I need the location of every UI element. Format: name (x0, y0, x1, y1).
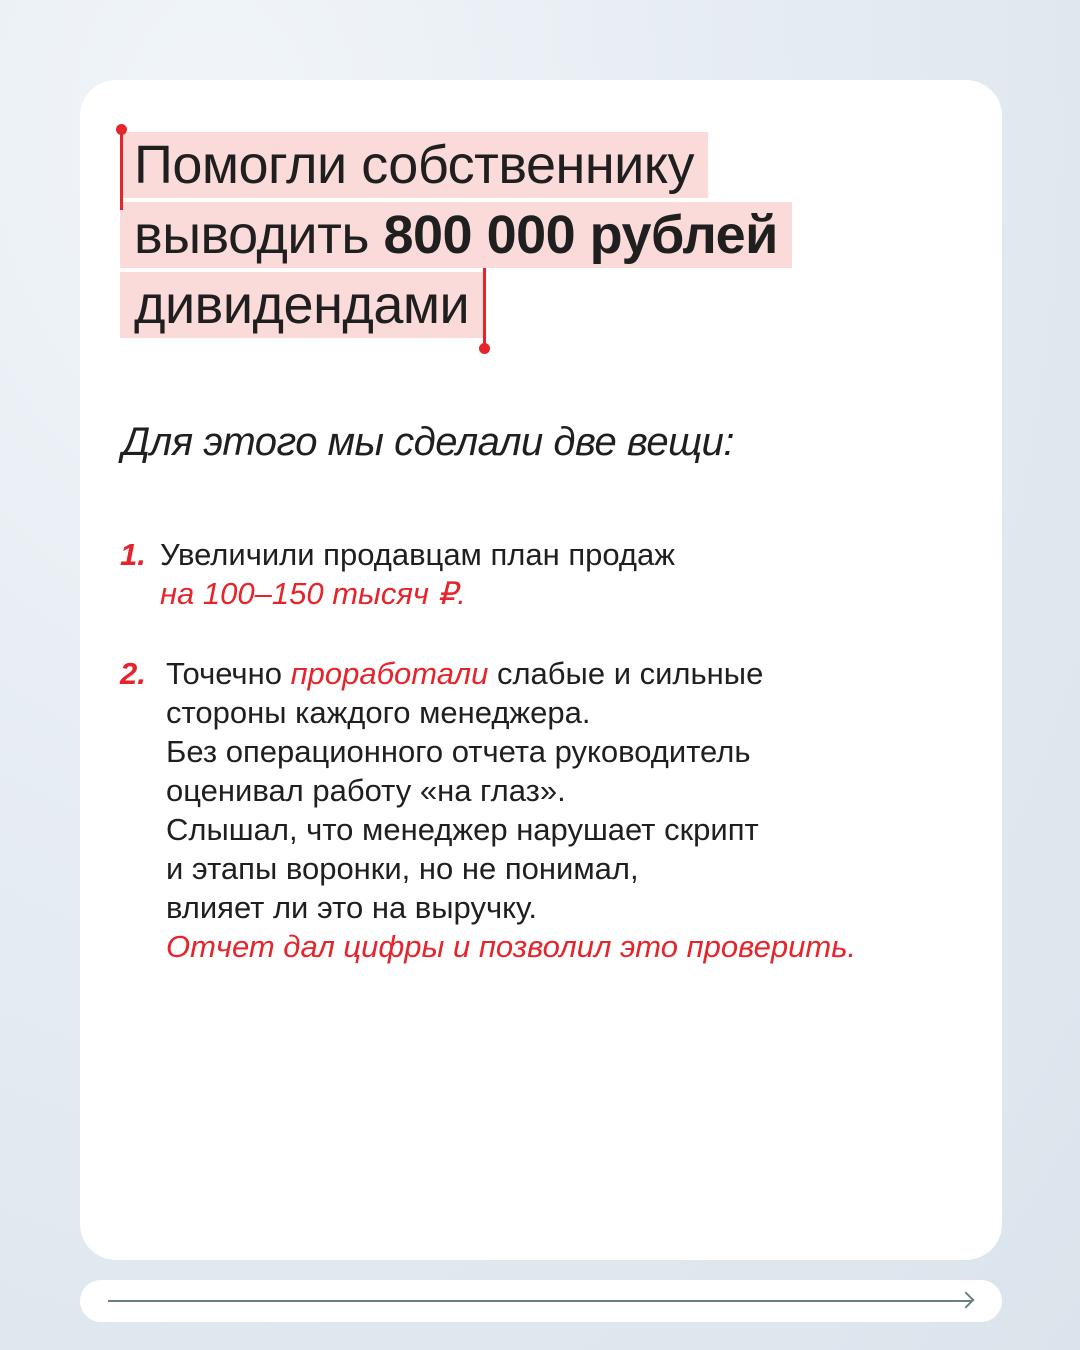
list-item-highlight: на 100–150 тысяч ₽. (160, 576, 466, 611)
list-item-line-prefix: Точечно (166, 656, 291, 691)
list-item-text (160, 535, 675, 613)
title-line-2 (120, 202, 792, 268)
title-amount: 800 000 рублей (383, 205, 778, 265)
arrow-right-icon (108, 1300, 972, 1302)
list-item-text (166, 654, 856, 966)
list-item-conclusion: Отчет дал цифры и позволил это проверить. (166, 929, 857, 964)
list-number: 1. (120, 537, 146, 572)
list-item-line: стороны каждого менеджера. (166, 695, 591, 730)
next-slide-bar[interactable] (80, 1280, 1002, 1322)
title-line-3-text: дивидендами (134, 275, 470, 335)
title-block (120, 132, 792, 342)
subtitle: Для этого мы сделали две вещи: (122, 420, 735, 464)
list-number: 2. (120, 656, 146, 691)
list-item-line (166, 654, 856, 693)
content-card (80, 80, 1002, 1260)
title-line-1: Помогли собственнику (120, 132, 708, 198)
list-item-line-suffix: слабые и сильные (488, 656, 764, 691)
list-item-line: Увеличили продавцам план продаж (160, 537, 675, 572)
text-cursor-end-icon (483, 268, 486, 346)
arrow-head-icon (958, 1292, 975, 1309)
list-item-highlight: проработали (290, 656, 489, 691)
list-item-line: оценивал работу «на глаз». (166, 773, 566, 808)
title-line-3 (120, 272, 483, 338)
list-item-line: Без операционного отчета руководитель (166, 734, 751, 769)
list-item-line: Слышал, что менеджер нарушает скрипт (166, 812, 759, 847)
text-cursor-start-icon (120, 132, 123, 210)
list-item-line: влияет ли это на выручку. (166, 890, 538, 925)
list-item-line: и этапы воронки, но не понимал, (166, 851, 639, 886)
title-line-2-prefix: выводить (134, 205, 384, 265)
